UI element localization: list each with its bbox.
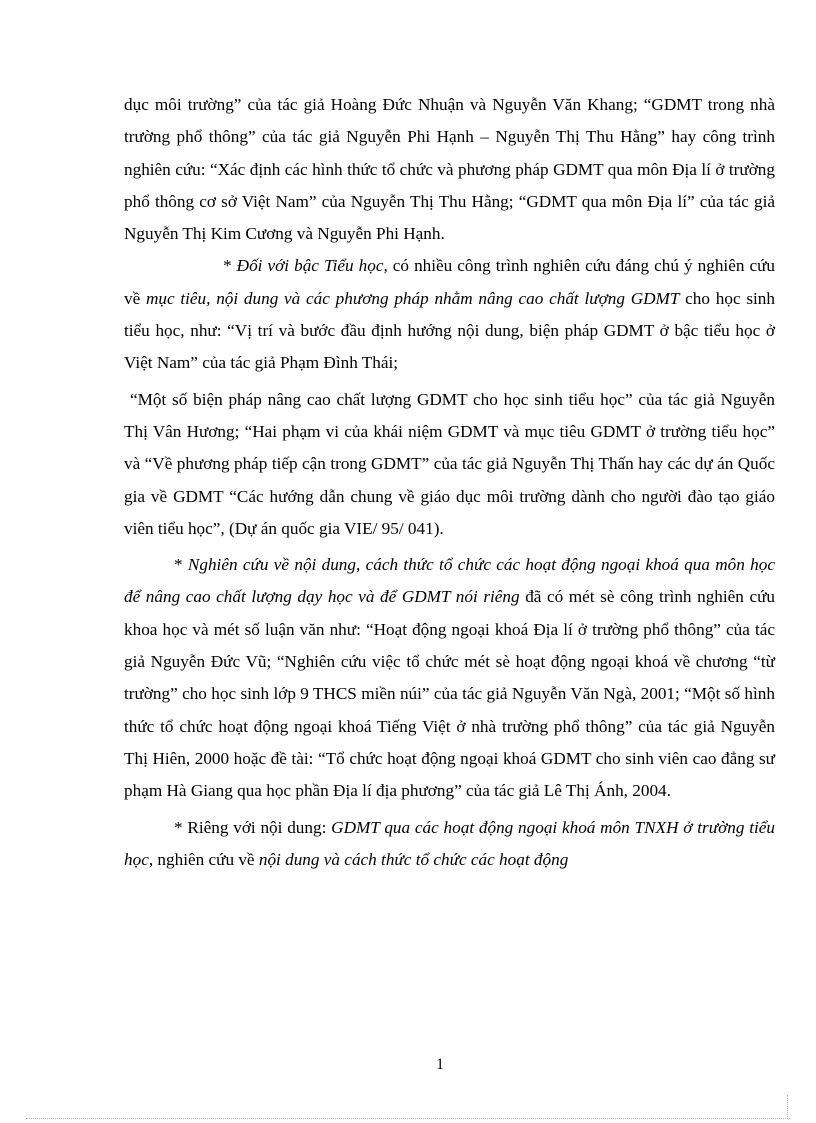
paragraph-2-run-5: cho học sinh tiểu học, như: “Vị trí và bước đầu định hướng nội dung, biện pháp GDMT ở bậc tiểu học ở Việt Nam” của tác giả Phạm Đình Thái; (124, 288, 775, 373)
paragraph-2-run-3: , có nhiều công trình nghiên cứu đáng chú ý nghiên cứu về (124, 256, 776, 308)
body-text (124, 89, 775, 876)
paragraph-4-run-3: đã có mét sè công trình nghiên cứu khoa học và mét số luận văn như: “Hoạt động ngoại khoá Địa lí ở trường phổ thông” của tác giả Nguyễn Đức Vũ; “Nghiên cứu việc tổ chức mét sè hoạt động ngoại khoá về chương “từ trường” cho học sinh lớp 9 THCS miền núi” của tác giả Nguyễn Văn Ngà, 2001; “Một số hình thức tổ chức hoạt động ngoại khoá Tiếng Việt ở nhà trường phổ thông” của tác giả Nguyễn Thị Hiên, 2000 hoặc đề tài: “Tổ chức hoạt động ngoại khoá GDMT cho sinh viên cao đẳng sư phạm Hà Giang qua học phần Địa lí địa phương” của tác giả Lê Thị Ánh, 2004. (124, 587, 775, 801)
paragraph-2 (124, 250, 775, 379)
page-number: 1 (436, 1056, 444, 1073)
paragraph-1 (124, 89, 775, 250)
paragraph-5-run-3: , nghiên cứu về (148, 849, 259, 869)
paragraph-4-run-2: Nghiên cứu về nội dung, cách thức tổ chức các hoạt động ngoại khoá qua môn học để nâng cao chất lượng dạy học và để GDMT nói riêng (124, 555, 775, 607)
paragraph-3-text: “Một số biện pháp nâng cao chất lượng GDMT cho học sinh tiểu học” của tác giả Nguyễn Thị Vân Hương; “Hai phạm vi của khái niệm GDMT và mục tiêu GDMT ở trường tiểu học” và “Về phương pháp tiếp cận trong GDMT” của tác giả Nguyễn Thị Thấn hay các dự án Quốc gia về GDMT “Các hướng dẫn chung về giáo dục môi trường dành cho người đào tạo giáo viên tiểu học”, (Dự án quốc gia VIE/ 95/ 041). (124, 389, 775, 538)
paragraph-2-run-4: mục tiêu, nội dung và các phương pháp nhằm nâng cao chất lượng GDMT (145, 288, 680, 308)
paragraph-3 (124, 384, 775, 545)
paragraph-2-run-1: * (223, 256, 237, 276)
paragraph-5-run-4: nội dung và cách thức tổ chức các hoạt động (258, 849, 569, 869)
page-border-corner (787, 1095, 788, 1119)
paragraph-5 (124, 812, 775, 877)
paragraph-4-run-1: * (174, 555, 188, 575)
paragraph-5-run-1: * Riêng với nội dung: (174, 817, 332, 837)
paragraph-5-run-2: GDMT qua các hoạt động ngoại khoá môn TNXH ở trường tiểu học (124, 817, 775, 869)
paragraph-4 (124, 549, 775, 807)
paragraph-1-text: dục môi trường” của tác giả Hoàng Đức Nhuận và Nguyễn Văn Khang; “GDMT trong nhà trường phổ thông” của tác giả Nguyễn Phi Hạnh – Nguyễn Thị Thu Hằng” hay công trình nghiên cứu: “Xác định các hình thức tổ chức và phương pháp GDMT qua môn Địa lí ở trường phổ thông cơ sở Việt Nam” của Nguyễn Thị Thu Hằng; “GDMT qua môn Địa lí” của tác giả Nguyễn Thị Kim Cương và Nguyễn Phi Hạnh. (124, 95, 775, 244)
page-border-bottom (26, 1118, 790, 1119)
paragraph-2-run-2: Đối với bậc Tiểu học (236, 256, 384, 276)
